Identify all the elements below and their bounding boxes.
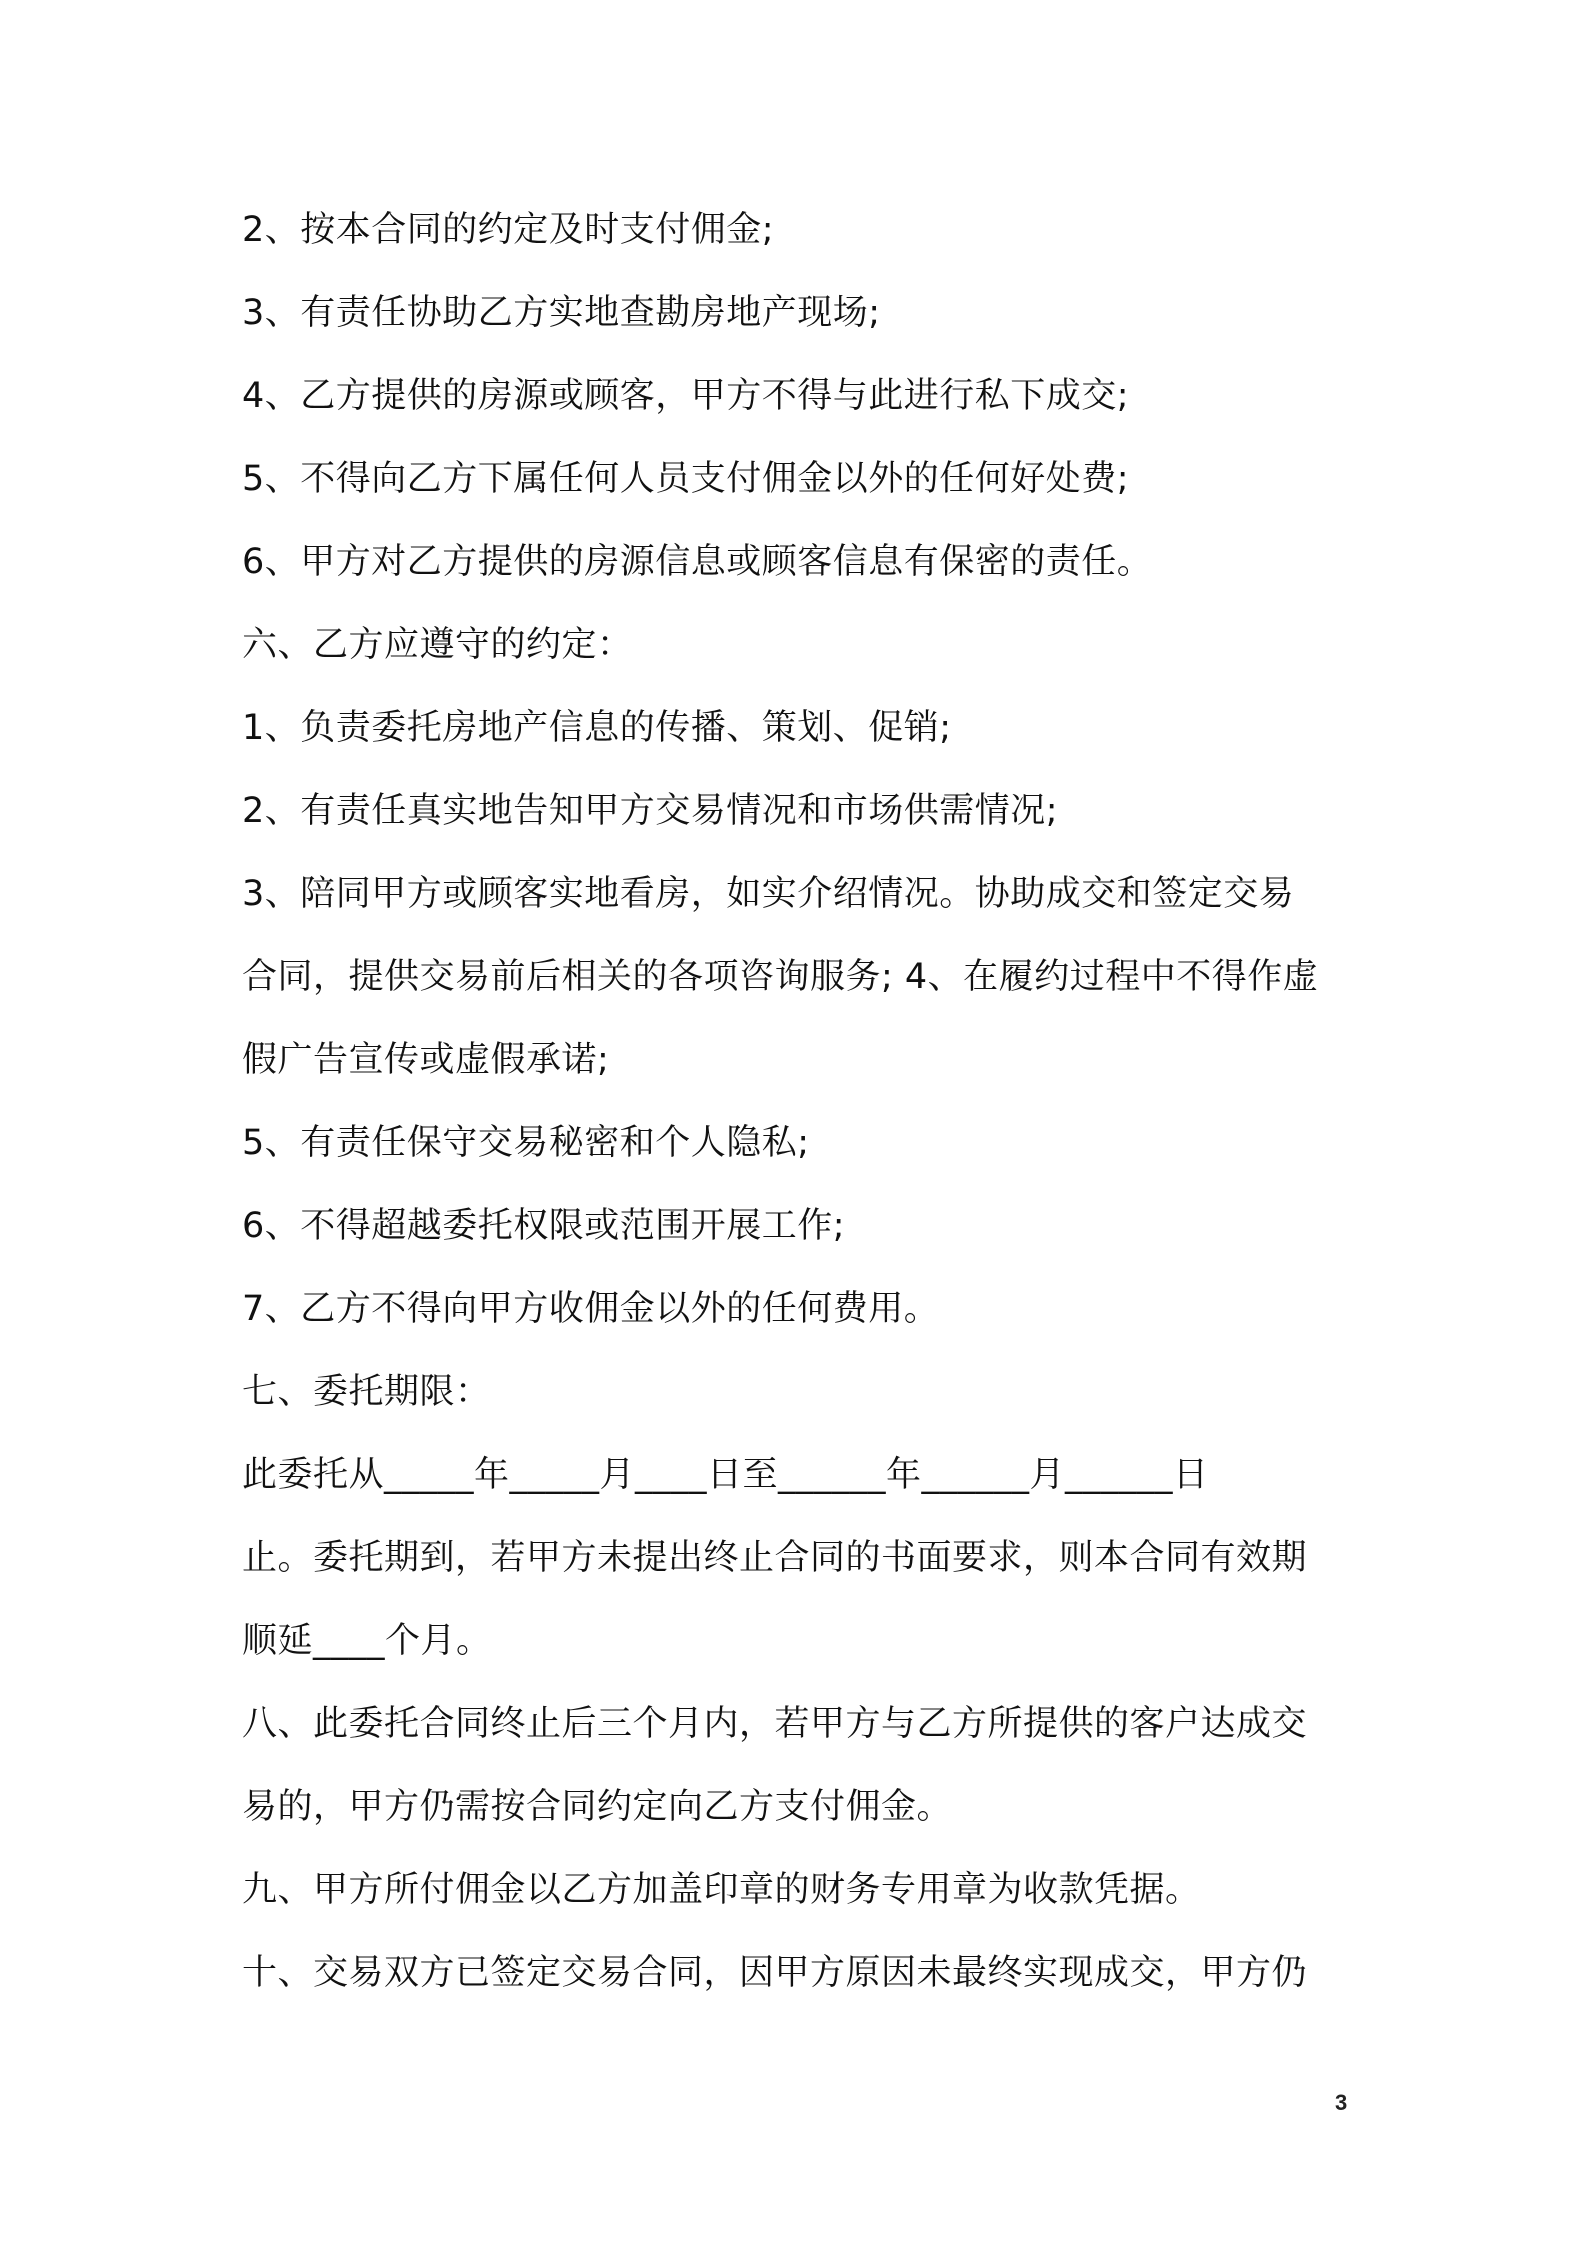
text-line: 6、不得超越委托权限或范围开展工作;	[242, 1206, 846, 1246]
text-line: 3、有责任协助乙方实地查勘房地产现场;	[242, 293, 881, 333]
text-line: 3、陪同甲方或顾客实地看房，如实介绍情况。协助成交和签定交易	[242, 874, 1295, 914]
text-line: 2、按本合同的约定及时支付佣金;	[242, 210, 775, 250]
text-line: 假广告宣传或虚假承诺;	[242, 1040, 610, 1080]
text-line: 九、甲方所付佣金以乙方加盖印章的财务专用章为收款凭据。	[242, 1870, 1201, 1910]
text-line: 合同，提供交易前后相关的各项咨询服务; 4、在履约过程中不得作虚	[242, 957, 1319, 997]
text-line: 易的，甲方仍需按合同约定向乙方支付佣金。	[242, 1787, 953, 1827]
text-line: 八、此委托合同终止后三个月内，若甲方与乙方所提供的客户达成交	[242, 1704, 1308, 1744]
text-line: 7、乙方不得向甲方收佣金以外的任何费用。	[242, 1289, 940, 1329]
text-line: 2、有责任真实地告知甲方交易情况和市场供需情况;	[242, 791, 1059, 831]
text-line: 5、有责任保守交易秘密和个人隐私;	[242, 1123, 810, 1163]
text-line: 止。委托期到，若甲方未提出终止合同的书面要求，则本合同有效期	[242, 1538, 1308, 1578]
section-heading: 七、委托期限：	[242, 1372, 491, 1412]
page-number: 3	[1335, 2090, 1348, 2115]
text-line: 此委托从_____年_____月____日至______年______月______日	[242, 1455, 1209, 1495]
text-line: 4、乙方提供的房源或顾客，甲方不得与此进行私下成交;	[242, 376, 1130, 416]
text-line: 1、负责委托房地产信息的传播、策划、促销;	[242, 708, 952, 748]
text-line: 6、甲方对乙方提供的房源信息或顾客信息有保密的责任。	[242, 542, 1153, 582]
text-line: 5、不得向乙方下属任何人员支付佣金以外的任何好处费;	[242, 459, 1130, 499]
text-line: 顺延____个月。	[242, 1621, 492, 1661]
text-line: 十、交易双方已签定交易合同，因甲方原因未最终实现成交，甲方仍	[242, 1953, 1308, 1993]
section-heading: 六、乙方应遵守的约定：	[242, 625, 633, 665]
